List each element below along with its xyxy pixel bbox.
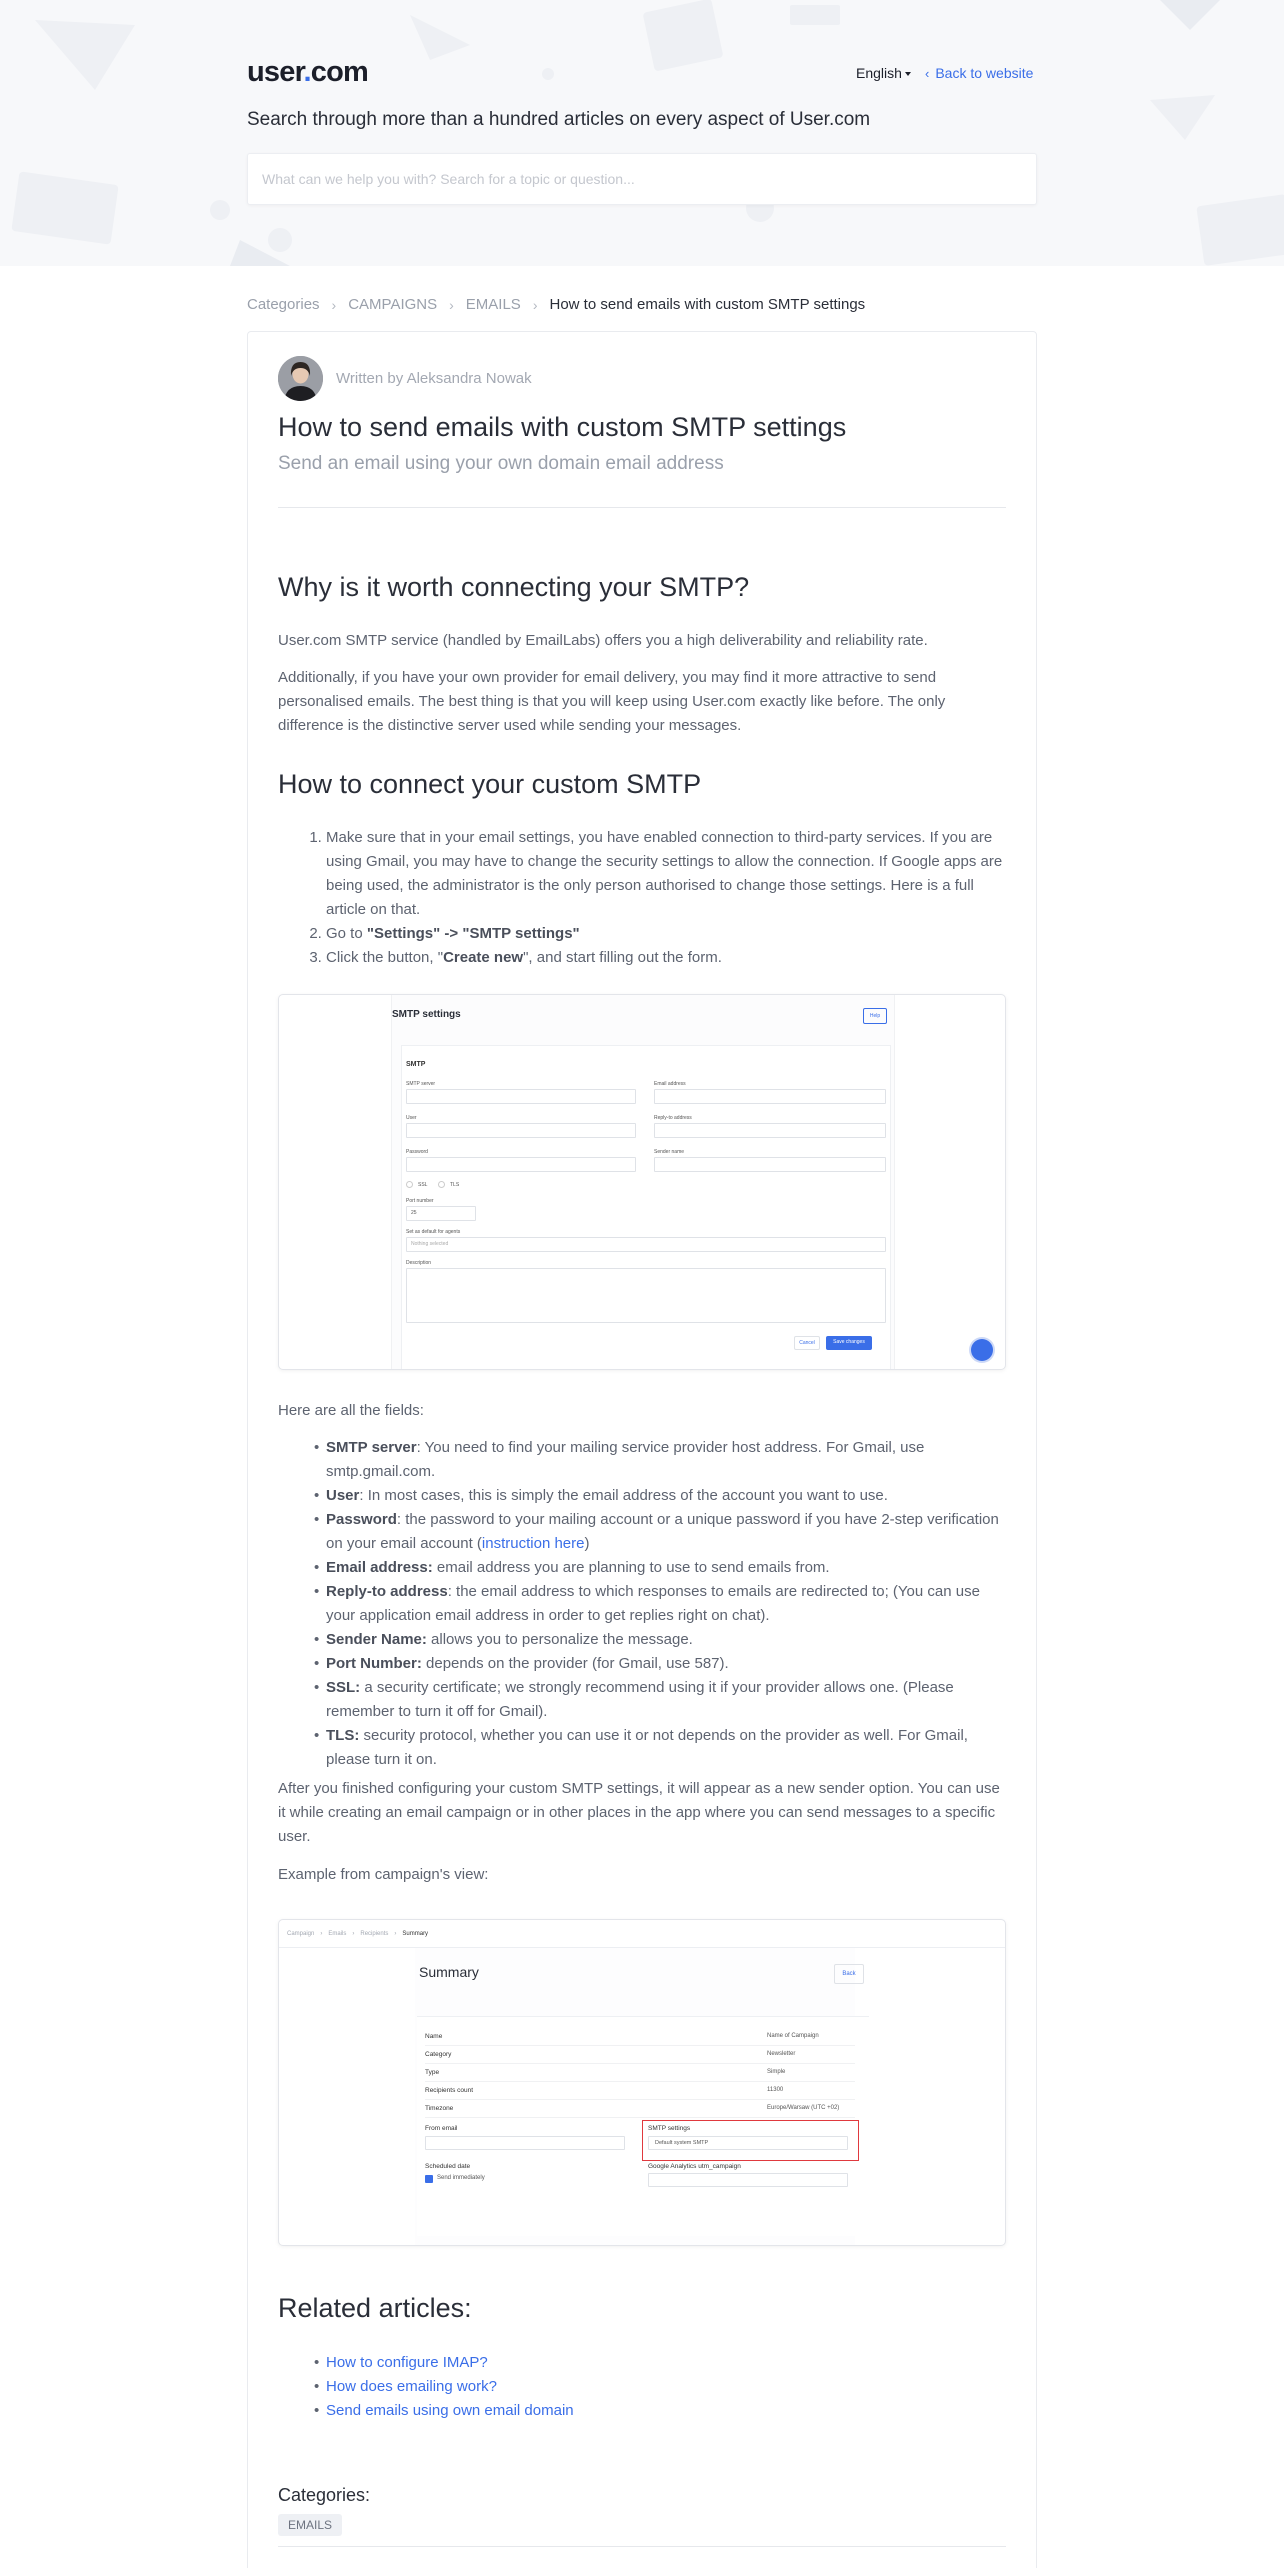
article-title: How to send emails with custom SMTP settings [278, 412, 847, 442]
save-changes-button: Save changes [826, 1336, 872, 1350]
section-heading: Why is it worth connecting your SMTP? [278, 572, 750, 602]
field-label: User [406, 1115, 417, 1121]
field-label: Password [406, 1149, 428, 1155]
chevron-right-icon: › [331, 296, 337, 313]
list-item: • SSL: a security certificate; we strongly recommend using it if your provider allows one. (Please remember to turn it off for Gmail). [326, 1676, 1006, 1724]
list-item [326, 2375, 1006, 2399]
paper-plane-icon [410, 15, 470, 60]
search-input[interactable] [248, 154, 1036, 204]
list-item [326, 2351, 1006, 2375]
language-dropdown[interactable] [856, 65, 911, 81]
paper-plane-icon [1150, 95, 1215, 140]
screenshot-title: SMTP settings [392, 1009, 461, 1020]
hero-tagline: Search through more than a hundred articles on every aspect of User.com [247, 109, 871, 130]
section-heading: How to connect your custom SMTP [278, 769, 702, 799]
chevron-right-icon: › [449, 296, 454, 313]
user-field [406, 1123, 636, 1138]
email-address-field [654, 1089, 886, 1104]
breadcrumb-emails[interactable]: EMAILS [465, 296, 521, 313]
campaign-summary-screenshot: Campaign › Emails › Recipients › Summary Summary Back Name Name of Campaign Category Newsletter Type Simple Recipients count 11300 Timezone Europe/Warsaw (UTC +02) From email SMTP settings Default system SMTP Scheduled date Send immediately Google Analytics utm_campaign [278, 1919, 1006, 2246]
chat-widget-icon [971, 1339, 993, 1361]
smtp-settings-select: Default system SMTP [648, 2136, 848, 2150]
avatar [278, 356, 323, 401]
paragraph: Example from campaign's view: [278, 1866, 489, 1883]
smtp-settings-screenshot [278, 994, 1006, 1370]
logo[interactable]: user.com [247, 56, 368, 88]
password-field [406, 1157, 636, 1172]
field-label: Port number [406, 1198, 434, 1204]
smtp-server-field [406, 1089, 636, 1104]
list-item: • User: In most cases, this is simply the email address of the account you want to use. [326, 1484, 1006, 1508]
divider [278, 2546, 1006, 2547]
field-label: TLS [450, 1182, 460, 1188]
field-label: Set as default for agents [406, 1229, 461, 1235]
cancel-button: Cancel [794, 1336, 820, 1350]
categories-tags [278, 2514, 342, 2536]
language-label: English [856, 65, 902, 81]
related-list [278, 2351, 1006, 2423]
list-item: 3. Click the button, "Create new", and start filling out the form. [326, 946, 1006, 970]
instruction-link[interactable]: instruction here [481, 1535, 585, 1552]
fields-list [278, 1436, 1006, 1772]
screenshot-title: Summary [419, 1964, 479, 1980]
paper-plane-icon [35, 20, 135, 90]
list-item: 2. Go to "Settings" -> "SMTP settings" [326, 922, 1006, 946]
back-to-website-label: Back to website [935, 65, 1034, 81]
highlight-box [642, 2120, 859, 2161]
list-item: • Reply-to address: the email address to which responses to emails are redirected to; (You can use your application email address in order to get replies right on chat). [326, 1580, 1006, 1628]
related-link[interactable]: Send emails using own email domain [326, 2402, 574, 2419]
field-label: Reply-to address [654, 1115, 692, 1121]
paragraph: After you finished configuring your custom SMTP settings, it will appear as a new sender option. You can use it while creating an email campaign or in other places in the app where you can send messages to a specific user. [278, 1780, 1000, 1845]
article-subtitle: Send an email using your own domain email address [278, 453, 724, 474]
list-item: • Password: the password to your mailing account or a unique password if you have 2-step verification on your email account (instruction here) [326, 1508, 1006, 1556]
search-box[interactable] [247, 153, 1037, 205]
list-item: • TLS: security protocol, whether you can use it or not depends on the provider as well. For Gmail, please turn it on. [326, 1724, 1006, 1772]
category-tag[interactable]: EMAILS [278, 2514, 342, 2536]
list-item [326, 2399, 1006, 2423]
breadcrumb-campaigns[interactable]: CAMPAIGNS [348, 296, 438, 313]
smtp-form [401, 1045, 891, 1370]
list-item: • Sender Name: allows you to personalize the message. [326, 1628, 1006, 1652]
form-section-title: SMTP [406, 1061, 426, 1068]
screenshot-breadcrumb: Campaign › Emails › Recipients › Summary [279, 1920, 1005, 1948]
help-button: Help [863, 1008, 887, 1024]
related-link[interactable]: How does emailing work? [326, 2378, 497, 2395]
sender-name-field [654, 1157, 886, 1172]
breadcrumb-categories[interactable]: Categories [247, 296, 320, 313]
back-to-website-link[interactable] [925, 65, 1033, 81]
categories-heading: Categories: [278, 2485, 371, 2505]
field-label: Sender name [654, 1149, 685, 1155]
hero-header [0, 0, 1284, 266]
from-email-select [425, 2136, 625, 2150]
related-heading: Related articles: [278, 2293, 472, 2323]
field-label: Email address [654, 1081, 686, 1087]
checkbox-checked-icon [425, 2175, 433, 2183]
fields-intro: Here are all the fields: [278, 1402, 424, 1419]
background-decoration [0, 0, 1284, 266]
list-item: 1. Make sure that in your email settings, you have enabled connection to third-party services. If you are using Gmail, you may have to change the security settings to allow the connection. If Google apps are being used, the administrator is the only person authorised to change those settings. Here is a full article on that. [326, 826, 1006, 922]
breadcrumb-current: How to send emails with custom SMTP settings [549, 296, 866, 313]
tls-toggle [438, 1181, 445, 1188]
related-link[interactable]: How to configure IMAP? [326, 2354, 488, 2371]
list-item: • Port Number: depends on the provider (for Gmail, use 587). [326, 1652, 1006, 1676]
caret-down-icon [905, 72, 911, 76]
list-item: • SMTP server: You need to find your mailing service provider host address. For Gmail, use smtp.gmail.com. [326, 1436, 1006, 1484]
default-agents-select: Nothing selected [406, 1237, 886, 1252]
divider [278, 507, 1006, 508]
field-label: SMTP server [406, 1081, 436, 1087]
field-label: SSL [418, 1182, 428, 1188]
ssl-toggle [406, 1181, 413, 1188]
breadcrumb [247, 296, 865, 313]
chevron-right-icon: › [532, 296, 538, 313]
description-field [406, 1268, 886, 1323]
paragraph: Additionally, if you have your own provider for email delivery, you may find it more attractive to send personalised emails. The best thing is that you will keep using User.com exactly like before. The only difference is the distinctive server used while sending your messages. [278, 669, 946, 734]
steps-list [278, 826, 1006, 970]
author-info [278, 356, 532, 401]
reply-to-field [654, 1123, 886, 1138]
author-name: Written by Aleksandra Nowak [336, 370, 532, 387]
port-number-field: 25 [406, 1206, 476, 1221]
list-item: • Email address: email address you are planning to use to send emails from. [326, 1556, 1006, 1580]
ga-campaign-field [648, 2173, 848, 2187]
chevron-left-icon: ‹ [925, 66, 930, 81]
article-card [247, 331, 1037, 2568]
back-button: Back [834, 1964, 864, 1984]
field-label: Description [406, 1260, 432, 1266]
paragraph: User.com SMTP service (handled by EmailLabs) offers you a high deliverability and reliability rate. [278, 632, 928, 649]
